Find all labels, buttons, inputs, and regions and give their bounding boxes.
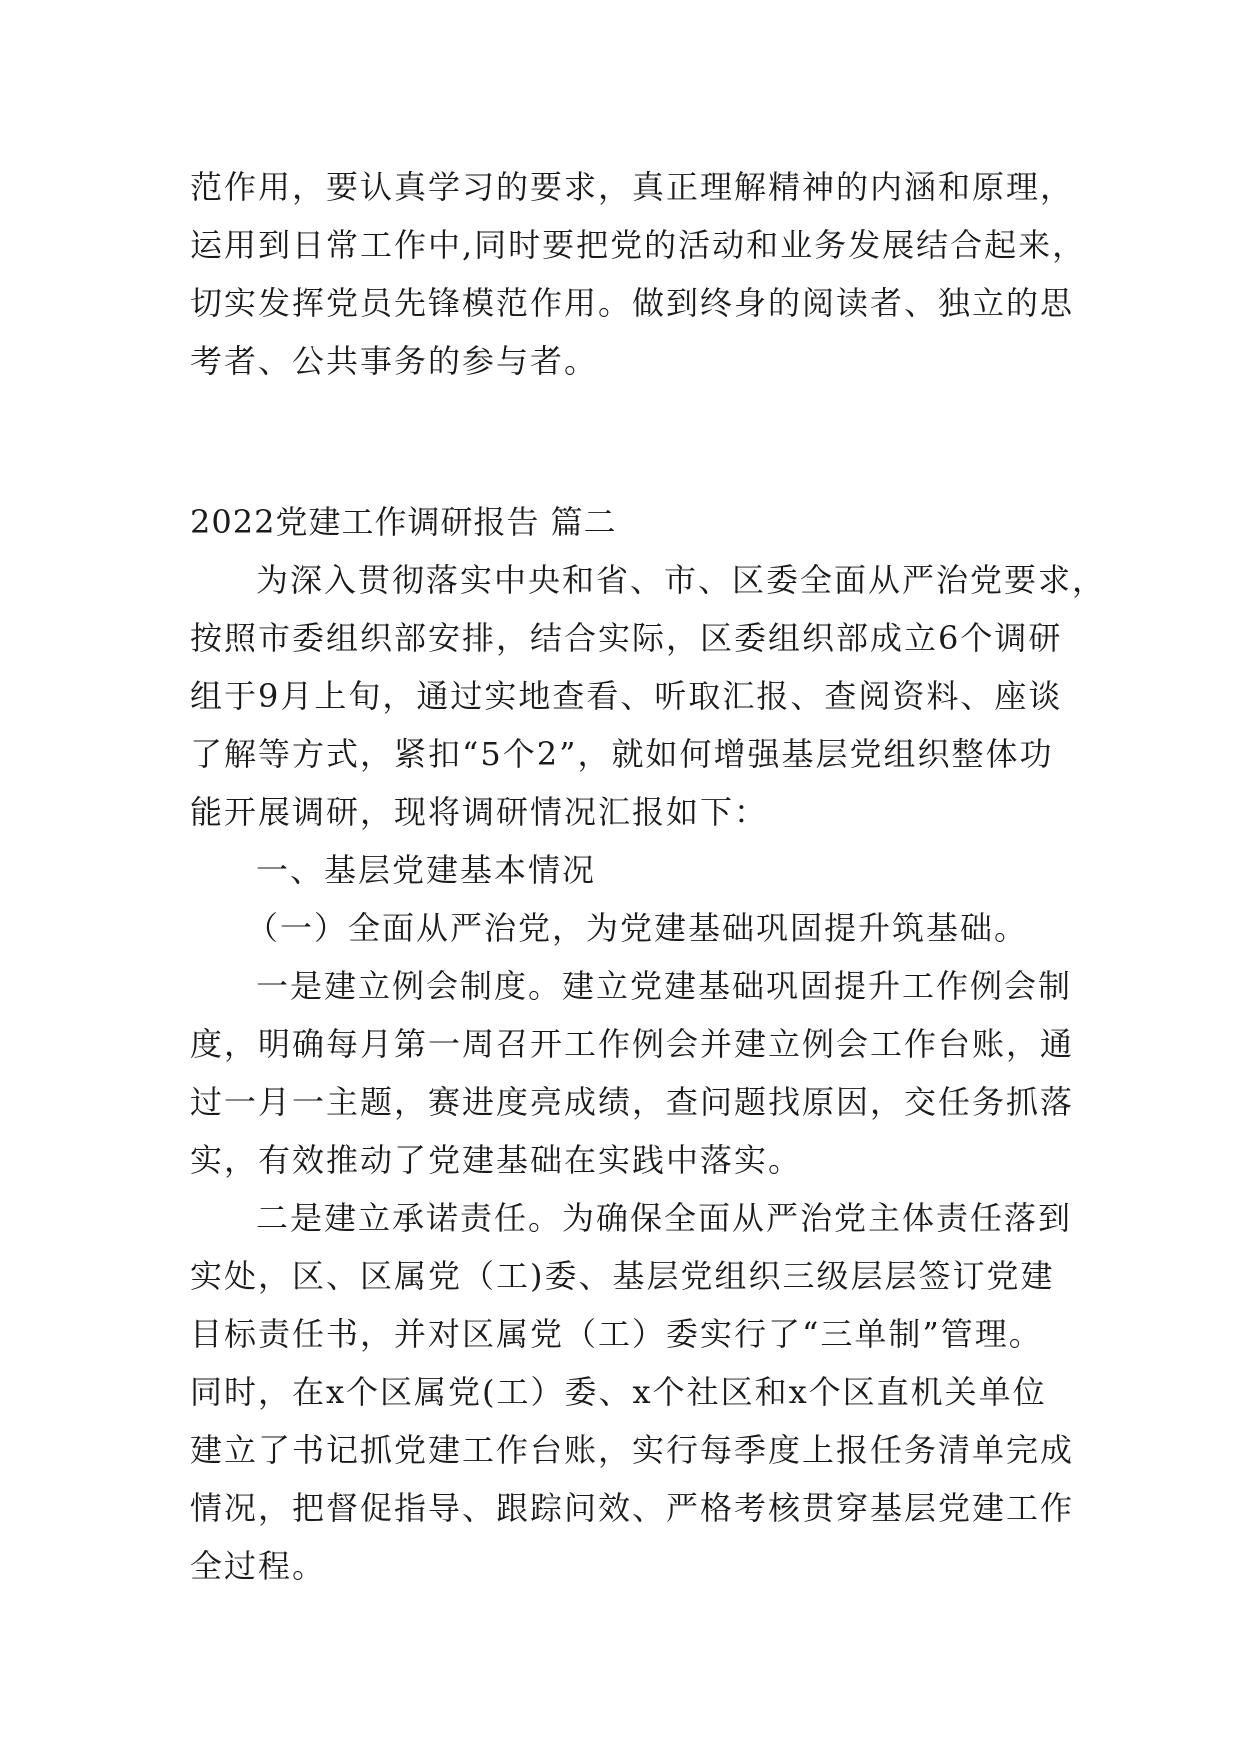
paragraph-line: 过一月一主题，赛进度亮成绩，查问题找原因，交任务抓落 xyxy=(190,1083,1075,1121)
subheading-2: （一）全面从严治党，为党建基础巩固提升筑基础。 xyxy=(246,909,1029,947)
paragraph-line: 实处，区、区属党（工)委、基层党组织三级层层签订党建 xyxy=(190,1257,1055,1295)
paragraph-line: 按照市委组织部安排，结合实际，区委组织部成立6个调研 xyxy=(190,619,1063,657)
intro-line: 考者、公共事务的参与者。 xyxy=(190,342,599,380)
paragraph-line: 为深入贯彻落实中央和省、市、区委全面从严治党要求， xyxy=(256,561,1107,599)
paragraph-line: 能开展调研，现将调研情况汇报如下： xyxy=(190,793,769,831)
paragraph-line: 一是建立例会制度。建立党建基础巩固提升工作例会制 xyxy=(256,967,1073,1005)
section-title: 2022党建工作调研报告 篇二 xyxy=(190,503,617,541)
intro-line: 范作用，要认真学习的要求，真正理解精神的内涵和原理， xyxy=(190,168,1075,206)
intro-line: 切实发挥党员先锋模范作用。做到终身的阅读者、独立的思 xyxy=(190,284,1075,322)
paragraph-line: 目标责任书，并对区属党（工）委实行了“三单制”管理。 xyxy=(190,1315,1043,1353)
paragraph-line: 建立了书记抓党建工作台账，实行每季度上报任务清单完成 xyxy=(190,1431,1075,1469)
intro-line: 运用到日常工作中,同时要把党的活动和业务发展结合起来， xyxy=(190,226,1087,264)
paragraph-line: 二是建立承诺责任。为确保全面从严治党主体责任落到 xyxy=(256,1199,1073,1237)
document-body xyxy=(190,158,1107,1595)
section-gap xyxy=(190,390,1070,493)
paragraph-line: 情况，把督促指导、跟踪问效、严格考核贯穿基层党建工作 xyxy=(190,1489,1075,1527)
paragraph-line: 了解等方式，紧扣“5个2”，就如何增强基层党组织整体功 xyxy=(190,735,1054,773)
paragraph-line: 全过程。 xyxy=(190,1547,327,1585)
paragraph-line: 度，明确每月第一周召开工作例会并建立例会工作台账，通 xyxy=(190,1025,1075,1063)
paragraph-line: 同时，在x个区属党(工）委、x个社区和x个区直机关单位 xyxy=(190,1373,1047,1411)
subheading-1: 一、基层党建基本情况 xyxy=(256,851,597,889)
paragraph-line: 实，有效推动了党建基础在实践中落实。 xyxy=(190,1141,803,1179)
paragraph-line: 组于9月上旬，通过实地查看、听取汇报、查阅资料、座谈 xyxy=(190,677,1063,715)
